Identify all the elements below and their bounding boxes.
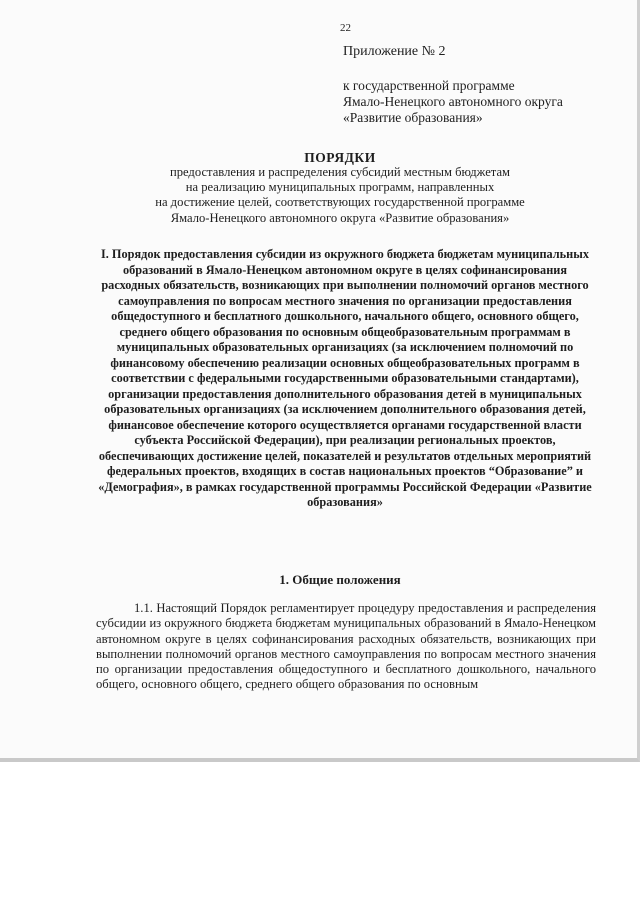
subtitle-line: предоставления и распределения субсидий местным бюджетам — [169, 165, 511, 179]
annex-line: к государственной программе — [343, 78, 515, 93]
document-subtitle — [60, 165, 620, 226]
subtitle-line: на реализацию муниципальных программ, направленных — [185, 180, 495, 195]
annex-line: «Развитие образования» — [343, 110, 483, 125]
subtitle-line: Ямало-Ненецкого автономного округа «Развитие образования» — [170, 210, 510, 225]
page-number: 22 — [340, 22, 351, 34]
document-title: ПОРЯДКИ — [304, 150, 376, 165]
annex-line: Ямало-Ненецкого автономного округа — [343, 94, 563, 109]
section-heading: I. Порядок предоставления субсидии из окружного бюджета бюджетам муниципальных образований в Ямало-Ненецком автономном округе в целях софинансирования расходных обязательств, возникающих при выполнении полномочий органов местного самоуправления по вопросам местного значения по организации предоставления общедоступного и бесплатного дошкольного, начального общего, основного общего, среднего общего образования по основным общеобразовательным программам в муниципальных образовательных организациях (за исключением полномочий по финансовому обеспечению реализации основных общеобразовательных программ в соответствии с федеральными государственными образовательными стандартами), организации предоставления дополнительного образования детей в муниципальных образовательных организациях (за исключением дополнительного образования детей, финансовое обеспечение которого осуществляется органами государственной власти субъекта Российской Федерации), при реализации региональных проектов, обеспечивающих достижение целей, показателей и результатов отдельных мероприятий федеральных проектов, входящих в состав национальных проектов “Образование” и «Демография», в рамках государственной программы Российской Федерации «Развитие образования» — [98, 247, 592, 509]
annex-block — [343, 44, 563, 126]
subtitle-line: на достижение целей, соответствующих государственной программе — [155, 195, 525, 210]
subsection-heading: 1. Общие положения — [279, 572, 401, 587]
annex-title: Приложение № 2 — [343, 44, 446, 59]
paragraph-1-1: 1.1. Настоящий Порядок регламентирует процедуру предоставления и распределения субсидии из окружного бюджета бюджетам муниципальных образований в Ямало-Ненецком автономном округе в целях софинансирования расходных обязательств, возникающих при выполнении полномочий органов местного самоуправления по вопросам местного значения по организации предоставления общедоступного и бесплатного дошкольного, начального общего, основного общего, среднего общего образования по основным — [96, 601, 596, 692]
